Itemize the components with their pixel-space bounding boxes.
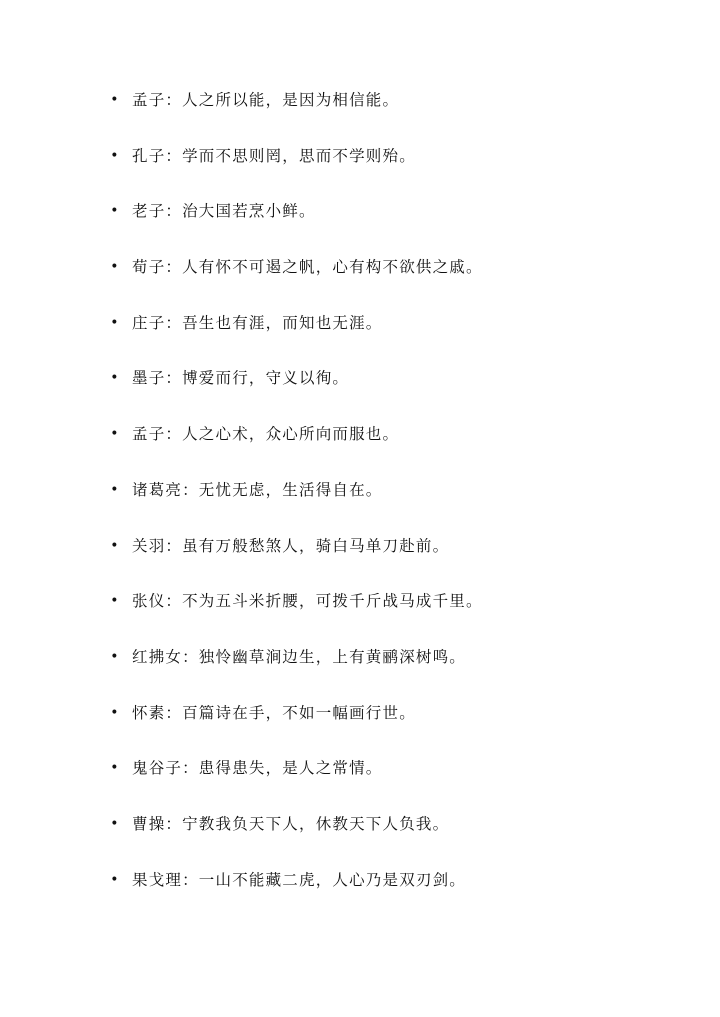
bullet-icon: •	[110, 760, 120, 777]
bullet-icon: •	[110, 815, 120, 832]
list-item	[0, 360, 720, 416]
bullet-icon: •	[110, 92, 120, 108]
bullet-icon: •	[110, 481, 120, 498]
list-item	[0, 806, 720, 862]
bullet-icon: •	[110, 259, 120, 276]
bullet-icon: •	[110, 426, 120, 443]
quote-text: 庄子：吾生也有涯，而知也无涯。	[132, 313, 383, 332]
quote-text: 孟子：人之心术，众心所向而服也。	[132, 425, 400, 444]
list-item	[0, 695, 720, 751]
quote-text: 张仪：不为五斗米折腰，可拨千斤战马成千里。	[132, 592, 483, 611]
list-item	[0, 862, 720, 918]
list-item	[0, 472, 720, 528]
quote-text: 诸葛亮：无忧无虑，生活得自在。	[132, 480, 383, 499]
bullet-icon: •	[110, 147, 120, 164]
quote-text: 怀素：百篇诗在手，不如一幅画行世。	[132, 703, 416, 722]
quote-text: 孔子：学而不思则罔，思而不学则殆。	[132, 146, 416, 165]
quote-text: 老子：治大国若烹小鲜。	[132, 202, 316, 221]
list-item	[0, 193, 720, 249]
quote-text: 红拂女：独怜幽草涧边生，上有黄鹂深树鸣。	[132, 647, 467, 666]
list-item	[0, 82, 720, 138]
quote-text: 墨子：博爱而行，守义以徇。	[132, 369, 350, 388]
bullet-icon: •	[110, 871, 120, 888]
quote-text: 鬼谷子：患得患失，是人之常情。	[132, 759, 383, 778]
bullet-icon: •	[110, 314, 120, 331]
list-item	[0, 528, 720, 584]
quote-text: 曹操：宁教我负天下人，休教天下人负我。	[132, 814, 450, 833]
quote-text: 关羽：虽有万般愁煞人，骑白马单刀赴前。	[132, 536, 450, 555]
quote-text: 荀子：人有怀不可遏之帆，心有构不欲供之戚。	[132, 258, 483, 277]
list-item	[0, 249, 720, 305]
bullet-icon: •	[110, 203, 120, 220]
quote-list	[0, 82, 720, 917]
list-item	[0, 138, 720, 194]
list-item	[0, 305, 720, 361]
bullet-icon: •	[110, 704, 120, 721]
bullet-icon: •	[110, 648, 120, 665]
bullet-icon: •	[110, 537, 120, 554]
bullet-icon: •	[110, 593, 120, 610]
list-item	[0, 416, 720, 472]
quote-text: 果戈理：一山不能藏二虎，人心乃是双刃剑。	[132, 870, 467, 889]
list-item	[0, 639, 720, 695]
bullet-icon: •	[110, 370, 120, 387]
list-item	[0, 750, 720, 806]
list-item	[0, 583, 720, 639]
quote-text: 孟子：人之所以能，是因为相信能。	[132, 91, 400, 109]
